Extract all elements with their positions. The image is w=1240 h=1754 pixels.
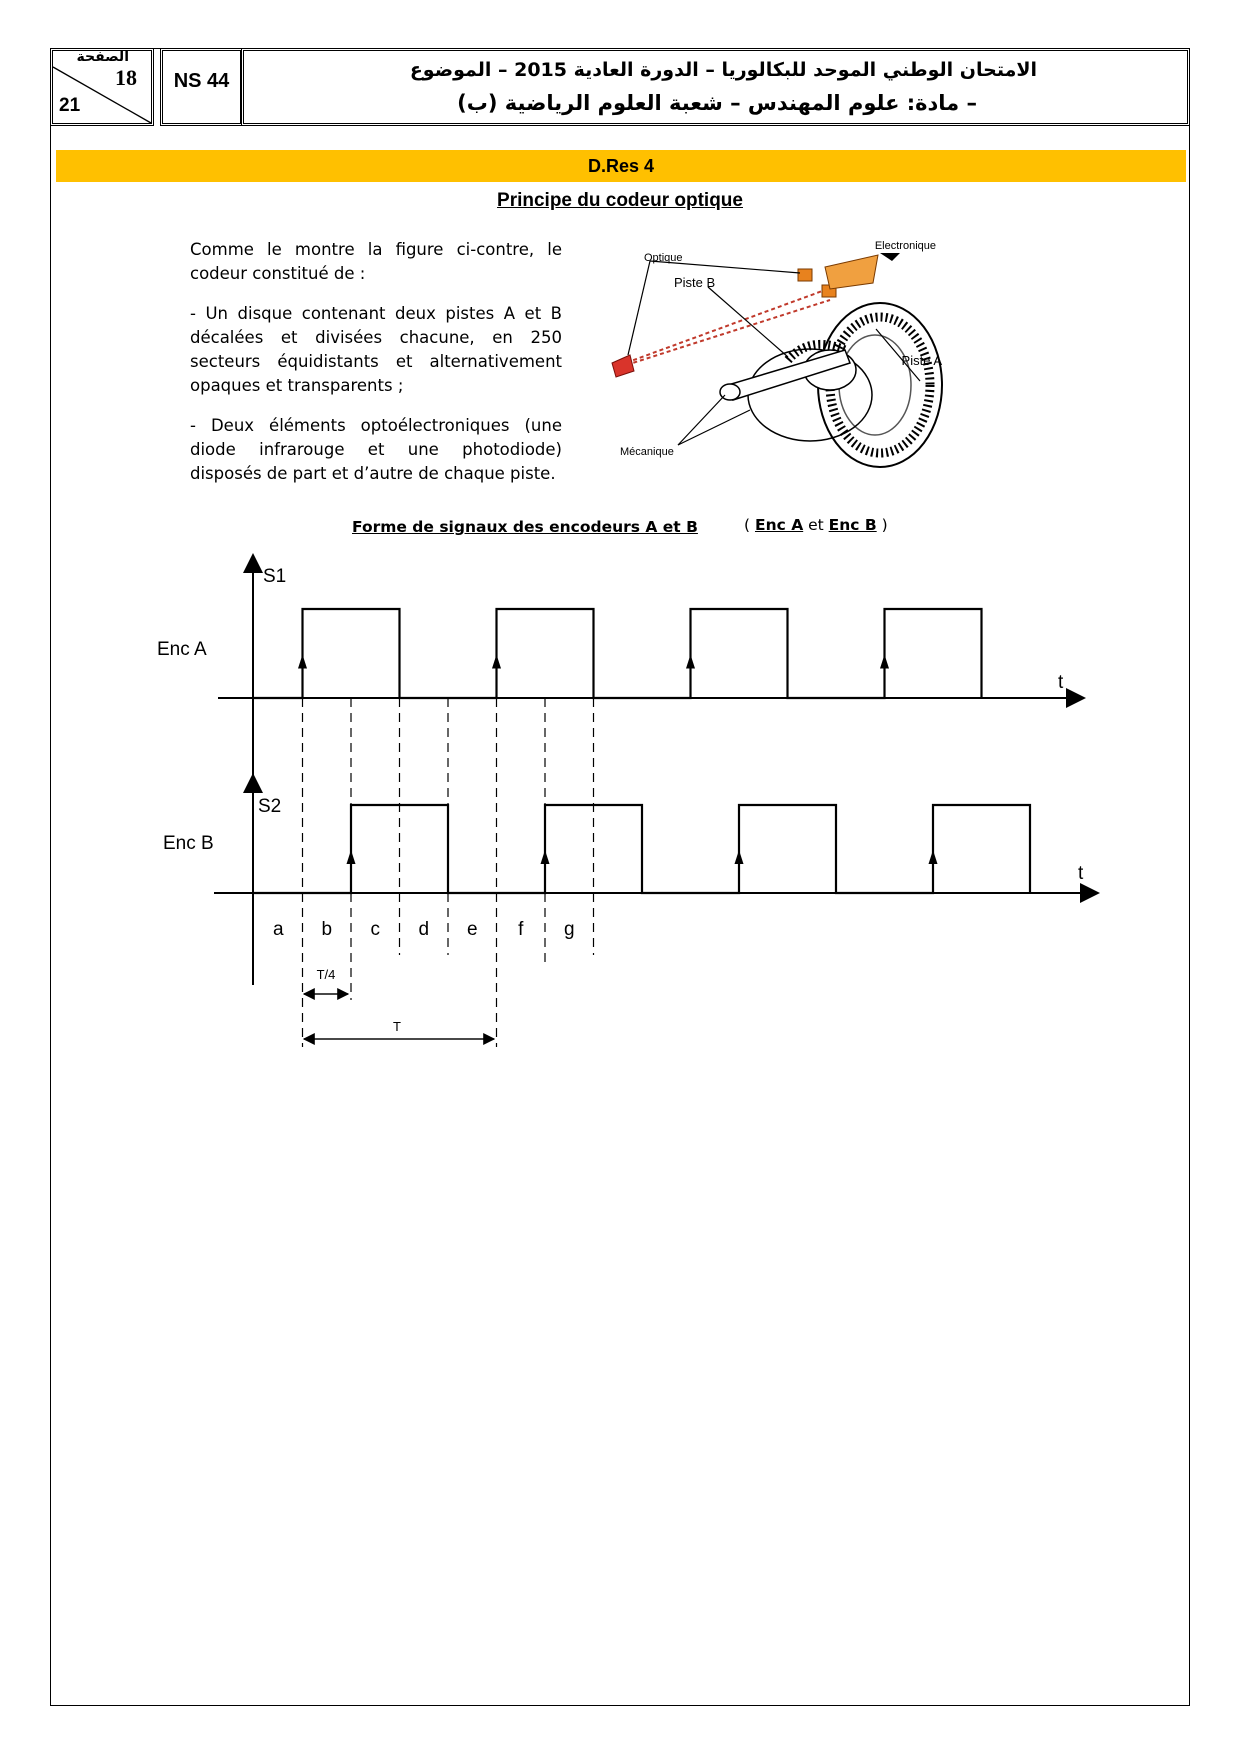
note-close: ) [876, 516, 888, 534]
item-optoelectronics: - Deux éléments optoélectroniques (une diode infrarouge et une photodiode) disposés de part et d’autre de chaque piste. [190, 416, 562, 483]
exam-title-line2: – مادة: علوم المهندس – شعبة العلوم الرياضية (ب) [457, 91, 977, 115]
zone-label-b: b [321, 919, 333, 940]
label-optique: Optique [644, 252, 683, 264]
page-label: الصفحة [76, 49, 129, 65]
axis-s2-label: S2 [258, 796, 282, 817]
label-mecanique: Mécanique [620, 446, 674, 458]
exam-code: NS 44 [160, 48, 243, 126]
rising-edge-arrow [686, 655, 695, 669]
label-electronique: Electronique [874, 240, 936, 252]
signals-title: Forme de signaux des encodeurs A et B [352, 518, 698, 536]
label-piste-b: Piste B [674, 275, 716, 290]
t-label-a: t [1058, 672, 1064, 693]
intro-paragraph: Comme le montre la figure ci-contre, le codeur constitué de : [190, 240, 562, 283]
exam-title-line1: الامتحان الوطني الموحد للبكالوريا – الدورة العادية 2015 – الموضوع [409, 59, 1037, 81]
period-label: T [393, 1019, 401, 1034]
note-enc-b: Enc B [828, 516, 877, 534]
zone-label-a: a [272, 919, 284, 940]
zone-label-g: g [563, 919, 575, 940]
rising-edge-arrow [298, 655, 307, 669]
rising-edge-arrow [541, 850, 550, 864]
waveform-enc-b [254, 805, 1030, 893]
section-band: D.Res 4 [56, 150, 1186, 182]
enc-a-label: Enc A [157, 639, 207, 660]
label-piste-a: Piste A [901, 353, 942, 368]
rising-edge-arrow [735, 850, 744, 864]
page-current: 18 [115, 65, 137, 90]
note-open: ( [744, 516, 755, 534]
zone-label-e: e [466, 919, 478, 940]
zone-label-d: d [418, 919, 430, 940]
zone-label-c: c [370, 919, 380, 940]
axis-s1-label: S1 [263, 566, 287, 587]
note-mid: et [803, 516, 829, 534]
rising-edge-arrow [880, 655, 889, 669]
section-subtitle: Principe du codeur optique [497, 190, 743, 211]
t-label-b: t [1078, 863, 1084, 884]
waveforms [254, 609, 1030, 893]
enc-b-label: Enc B [163, 833, 214, 854]
zone-labels [273, 919, 575, 940]
rising-edge-arrow [492, 655, 501, 669]
page-total: 21 [59, 95, 81, 116]
timing-axes [214, 555, 1098, 985]
zone-label-f: f [518, 919, 524, 940]
rising-edge-arrow [929, 850, 938, 864]
note-enc-a: Enc A [754, 516, 804, 534]
quarter-period-label: T/4 [316, 967, 336, 982]
rising-edge-arrow [347, 850, 356, 864]
item-disc: - Un disque contenant deux pistes A et B décalées et divisées chacune, en 250 secteurs équidistants et alternativement opaques et transparents ; [190, 304, 562, 395]
waveform-enc-a [254, 609, 982, 698]
